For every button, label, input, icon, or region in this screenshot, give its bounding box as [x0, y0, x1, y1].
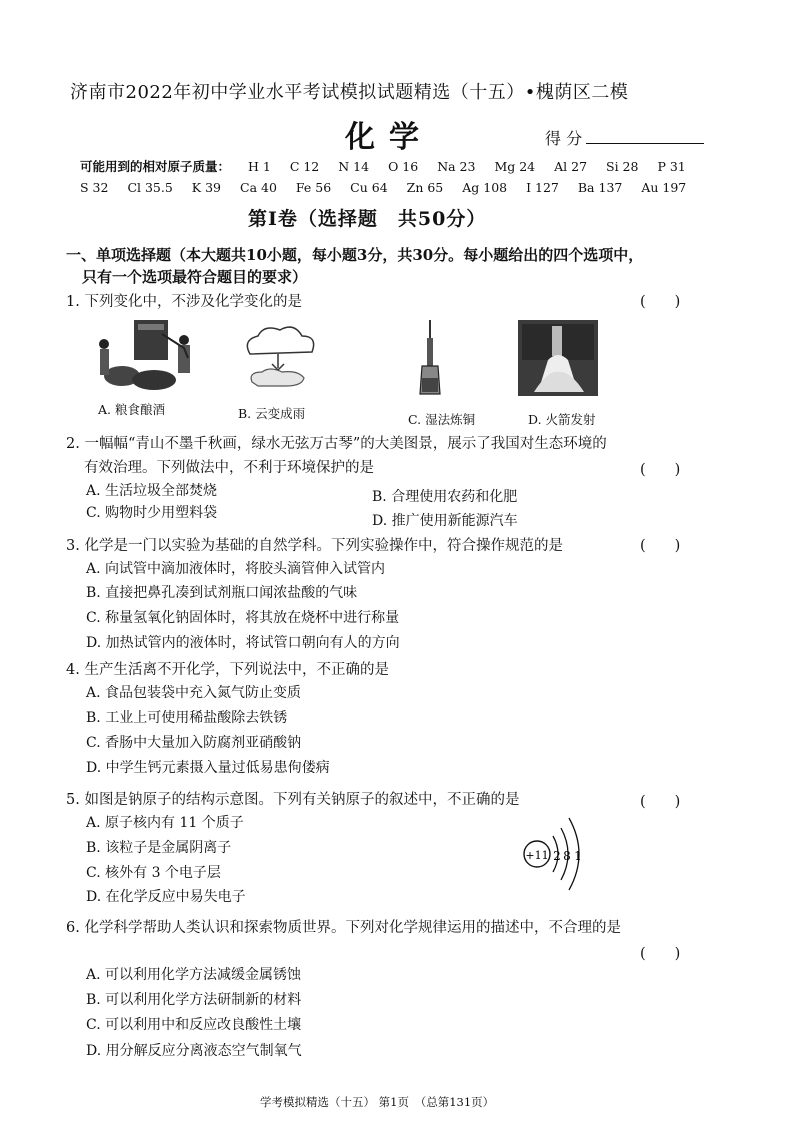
q6-option-b: B. 可以利用化学方法研制新的材料	[86, 992, 302, 1008]
shell-electrons-1: 2	[553, 849, 561, 863]
section-heading-line-2: 只有一个选项最符合题目的要求）	[82, 268, 308, 286]
volume-title: 第Ⅰ卷（选择题 共50分）	[248, 208, 487, 230]
atomic-mass-item: Al 27	[554, 159, 588, 174]
q2-option-a: A. 生活垃圾全部焚烧	[86, 483, 218, 499]
atomic-mass-item: C 12	[289, 159, 320, 174]
atomic-mass-item: N 14	[338, 159, 370, 174]
q2-answer-paren[interactable]: ( )	[640, 462, 681, 478]
shell-electrons-2: 8	[563, 849, 571, 863]
atomic-mass-item: Zn 65	[406, 180, 444, 195]
q4-option-c: C. 香肠中大量加入防腐剂亚硝酸钠	[86, 735, 302, 751]
atomic-mass-item: O 16	[388, 159, 419, 174]
q1-option-c: C. 湿法炼铜	[408, 412, 476, 427]
shell-electrons-3: 1	[574, 849, 582, 863]
atomic-mass-item: Ba 137	[577, 180, 623, 195]
q5-option-a: A. 原子核内有 11 个质子	[86, 815, 244, 831]
q1-image-b-cloud-rain	[228, 320, 332, 390]
q4-stem: 4. 生产生活离不开化学，下列说法中，不正确的是	[66, 662, 389, 678]
atomic-mass-item: H 1	[248, 159, 271, 174]
atomic-mass-item: Mg 24	[494, 159, 536, 174]
q1-image-a-fermentation	[92, 314, 198, 394]
q1-option-b: B. 云变成雨	[238, 406, 306, 421]
atomic-mass-item: K 39	[191, 180, 222, 195]
q2-option-d: D. 推广使用新能源汽车	[372, 513, 518, 529]
atomic-mass-label: 可能用到的相对原子质量：	[80, 159, 231, 174]
q2-stem-line-1: 2. 一幅幅“青山不墨千秋画，绿水无弦万古琴”的大美图景，展示了我国对生态环境的	[66, 436, 607, 452]
page-footer: 学考模拟精选（十五） 第1页 （总第131页）	[260, 1095, 495, 1109]
nucleus-charge: +11	[525, 849, 549, 862]
q6-option-c: C. 可以利用中和反应改良酸性土壤	[86, 1017, 302, 1033]
q3-option-c: C. 称量氢氧化钠固体时，将其放在烧杯中进行称量	[86, 610, 400, 626]
q1-image-c-copper-smelting	[410, 318, 450, 398]
score-blank	[586, 131, 704, 144]
q5-stem: 5. 如图是钠原子的结构示意图。下列有关钠原子的叙述中，不正确的是	[66, 792, 520, 808]
q3-option-a: A. 向试管中滴加液体时，将胶头滴管伸入试管内	[86, 561, 386, 577]
score-field	[545, 126, 704, 149]
q6-option-a: A. 可以利用化学方法减缓金属锈蚀	[86, 967, 302, 983]
q3-answer-paren[interactable]: ( )	[640, 538, 681, 554]
atomic-mass-item: Fe 56	[295, 180, 332, 195]
atomic-mass-item: Si 28	[606, 159, 639, 174]
q5-option-b: B. 该粒子是金属阴离子	[86, 840, 232, 856]
q2-option-c: C. 购物时少用塑料袋	[86, 505, 218, 521]
q5-option-d: D. 在化学反应中易失电子	[86, 889, 246, 905]
q4-option-a: A. 食品包装袋中充入氮气防止变质	[86, 685, 302, 701]
atomic-mass-item: P 31	[657, 159, 686, 174]
atomic-mass-item: Na 23	[437, 159, 476, 174]
subject-title: 化学	[345, 120, 433, 155]
q5-sodium-atom-diagram	[515, 808, 605, 898]
q5-answer-paren[interactable]: ( )	[640, 794, 681, 810]
q6-option-d: D. 用分解反应分离液态空气制氧气	[86, 1043, 302, 1059]
atomic-mass-line-1	[80, 157, 701, 175]
q3-stem: 3. 化学是一门以实验为基础的自然学科。下列实验操作中，符合操作规范的是	[66, 538, 563, 554]
atomic-mass-item: Cl 35.5	[127, 180, 173, 195]
section-heading-line-1: 一、单项选择题（本大题共10小题，每小题3分，共30分。每小题给出的四个选项中，	[66, 246, 644, 264]
q1-stem: 1. 下列变化中，不涉及化学变化的是	[66, 294, 302, 310]
atomic-mass-item: Ag 108	[462, 180, 508, 195]
q4-option-d: D. 中学生钙元素摄入量过低易患佝偻病	[86, 760, 330, 776]
atomic-mass-item: Cu 64	[350, 180, 388, 195]
q6-answer-paren[interactable]: ( )	[640, 946, 681, 962]
q2-option-b: B. 合理使用农药和化肥	[372, 489, 518, 505]
q6-stem: 6. 化学科学帮助人类认识和探索物质世界。下列对化学规律运用的描述中，不合理的是	[66, 920, 621, 936]
q1-option-d: D. 火箭发射	[528, 412, 596, 427]
q4-option-b: B. 工业上可使用稀盐酸除去铁锈	[86, 710, 288, 726]
atomic-mass-item: S 32	[80, 180, 109, 195]
atomic-mass-line-2	[80, 180, 701, 195]
q5-option-c: C. 核外有 3 个电子层	[86, 865, 221, 881]
atomic-mass-item: I 127	[526, 180, 559, 195]
q2-stem-line-2: 有效治理。下列做法中，不利于环境保护的是	[84, 460, 374, 476]
q1-image-d-rocket-launch	[518, 320, 598, 396]
q1-answer-paren[interactable]: ( )	[640, 294, 681, 310]
score-label: 得 分	[545, 129, 583, 148]
q3-option-d: D. 加热试管内的液体时，将试管口朝向有人的方向	[86, 635, 400, 651]
exam-title: 济南市2022年初中学业水平考试模拟试题精选（十五）•槐荫区二模	[70, 82, 629, 103]
q3-option-b: B. 直接把鼻孔凑到试剂瓶口闻浓盐酸的气味	[86, 585, 358, 601]
q1-option-a: A. 粮食酿酒	[98, 402, 165, 417]
atomic-mass-item: Au 197	[641, 180, 687, 195]
atomic-mass-item: Ca 40	[240, 180, 277, 195]
section-heading	[66, 244, 696, 288]
